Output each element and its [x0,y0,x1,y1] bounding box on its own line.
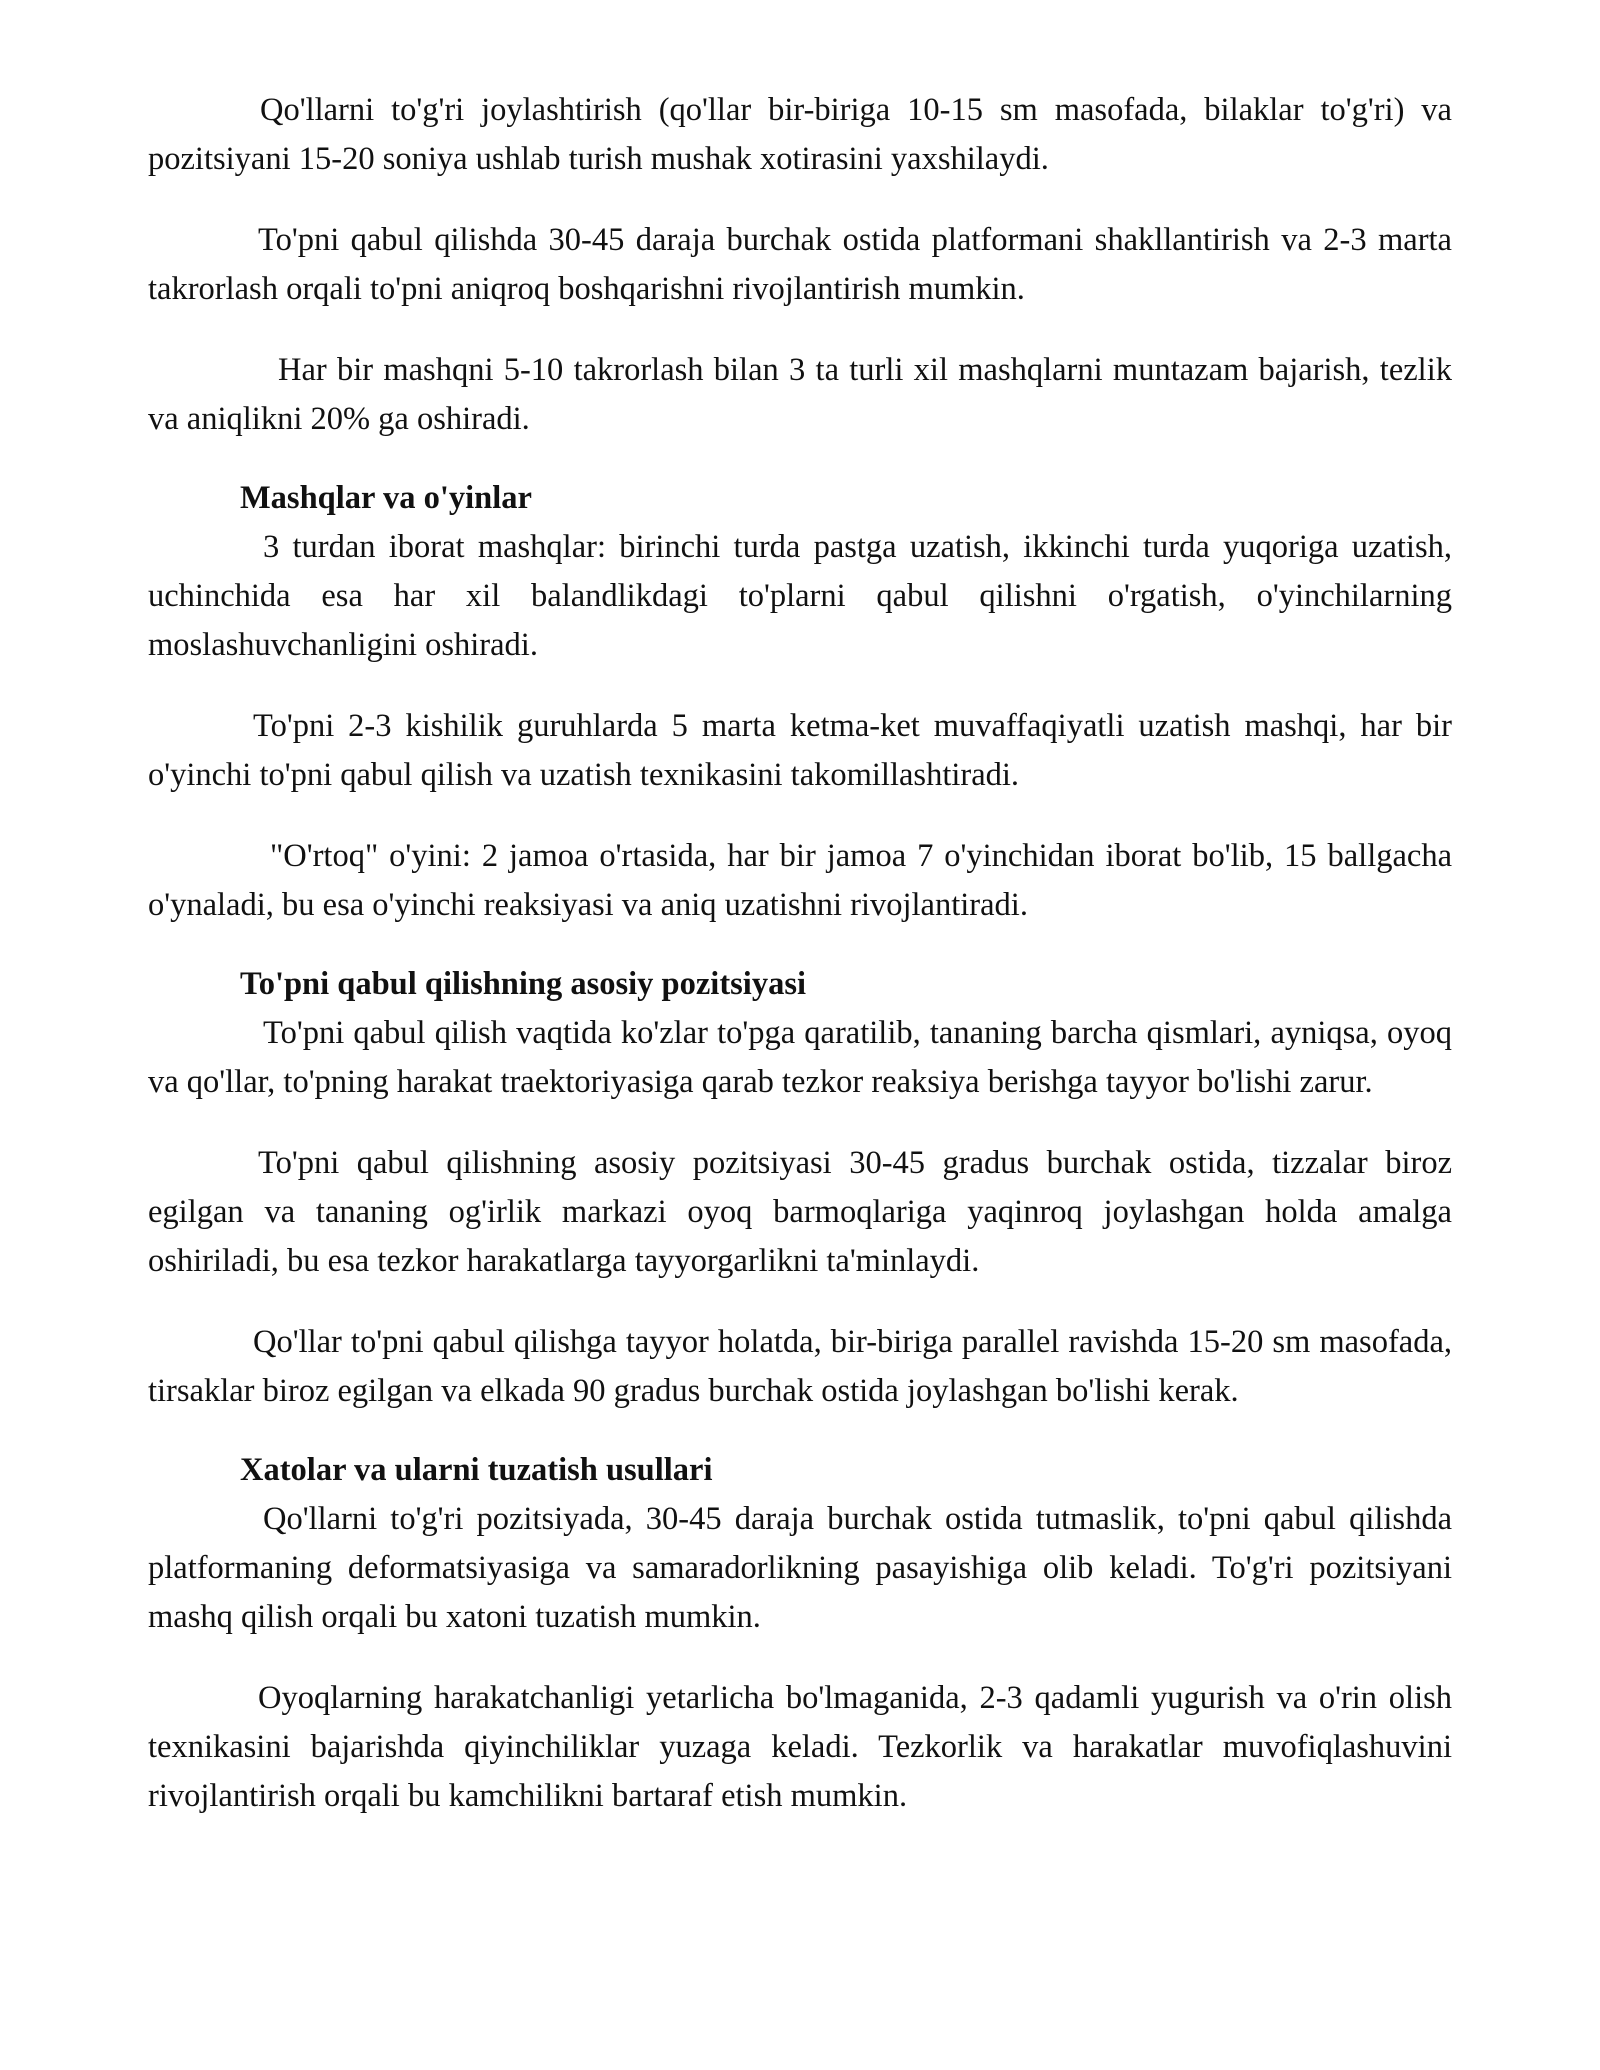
paragraph-position-angle: To'pni qabul qilishning asosiy pozitsiyasi 30-45 gradus burchak ostida, tizzalar biroz egilgan va tananing og'irlik markazi oyoq barmoqlariga yaqinroq joylashgan holda amalga oshiriladi, bu esa tezkor harakatlarga tayyorgarlikni ta'minlaydi. [148,1145,1452,1279]
paragraph-repetitions: Har bir mashqni 5-10 takrorlash bilan 3 ta turli xil mashqlarni muntazam bajarish, tezlik va aniqlikni 20% ga oshiradi. [148,352,1452,437]
paragraph-hands-ready: Qo'llar to'pni qabul qilishga tayyor holatda, bir-biriga parallel ravishda 15-20 sm masofada, tirsaklar biroz egilgan va elkada 90 gradus burchak ostida joylashgan bo'lishi kerak. [148,1324,1452,1409]
paragraph-ortoq-game: "O'rtoq" o'yini: 2 jamoa o'rtasida, har bir jamoa 7 o'yinchidan iborat bo'lib, 15 ballgacha o'ynaladi, bu esa o'yinchi reaksiyasi va aniq uzatishni rivojlantiradi. [148,838,1452,923]
paragraph-group-passing: To'pni 2-3 kishilik guruhlarda 5 marta ketma-ket muvaffaqiyatli uzatish mashqi, har bir o'yinchi to'pni qabul qilish va uzatish texnikasini takomillashtiradi. [148,708,1452,793]
document-page [148,86,1452,1821]
paragraph-hand-position-error: Qo'llarni to'g'ri pozitsiyada, 30-45 daraja burchak ostida tutmaslik, to'pni qabul qilishda platformaning deformatsiyasiga va samaradorlikning pasayishiga olib keladi. To'g'ri pozitsiyani mashq qilish orqali bu xatoni tuzatish mumkin. [148,1501,1452,1635]
heading-errors-corrections: Xatolar va ularni tuzatish usullari [240,1452,713,1488]
paragraph-hand-placement: Qo'llarni to'g'ri joylashtirish (qo'llar bir-biriga 10-15 sm masofada, bilaklar to'g'ri) va pozitsiyani 15-20 soniya ushlab turish mushak xotirasini yaxshilaydi. [148,92,1452,177]
paragraph-platform-angle: To'pni qabul qilishda 30-45 daraja burchak ostida platformani shakllantirish va 2-3 marta takrorlash orqali to'pni aniqroq boshqarishni rivojlantirish mumkin. [148,222,1452,307]
paragraph-eyes-on-ball: To'pni qabul qilish vaqtida ko'zlar to'pga qaratilib, tananing barcha qismlari, ayniqsa, oyoq va qo'llar, to'pning harakat traektoriyasiga qarab tezkor reaksiya berishga tayyor bo'lishi zarur. [148,1015,1452,1100]
paragraph-leg-mobility: Oyoqlarning harakatchanligi yetarlicha bo'lmaganida, 2-3 qadamli yugurish va o'rin olish texnikasini bajarishda qiyinchiliklar yuzaga keladi. Tezkorlik va harakatlar muvofiqlashuvini rivojlantirish orqali bu kamchilikni bartaraf etish mumkin. [148,1680,1452,1814]
heading-exercises-games: Mashqlar va o'yinlar [240,480,532,516]
paragraph-three-rounds: 3 turdan iborat mashqlar: birinchi turda pastga uzatish, ikkinchi turda yuqoriga uzatish, uchinchida esa har xil balandlikdagi to'plarni qabul qilishni o'rgatish, o'yinchilarning moslashuvchanligini oshiradi. [148,529,1452,663]
heading-basic-position: To'pni qabul qilishning asosiy pozitsiyasi [240,966,807,1002]
